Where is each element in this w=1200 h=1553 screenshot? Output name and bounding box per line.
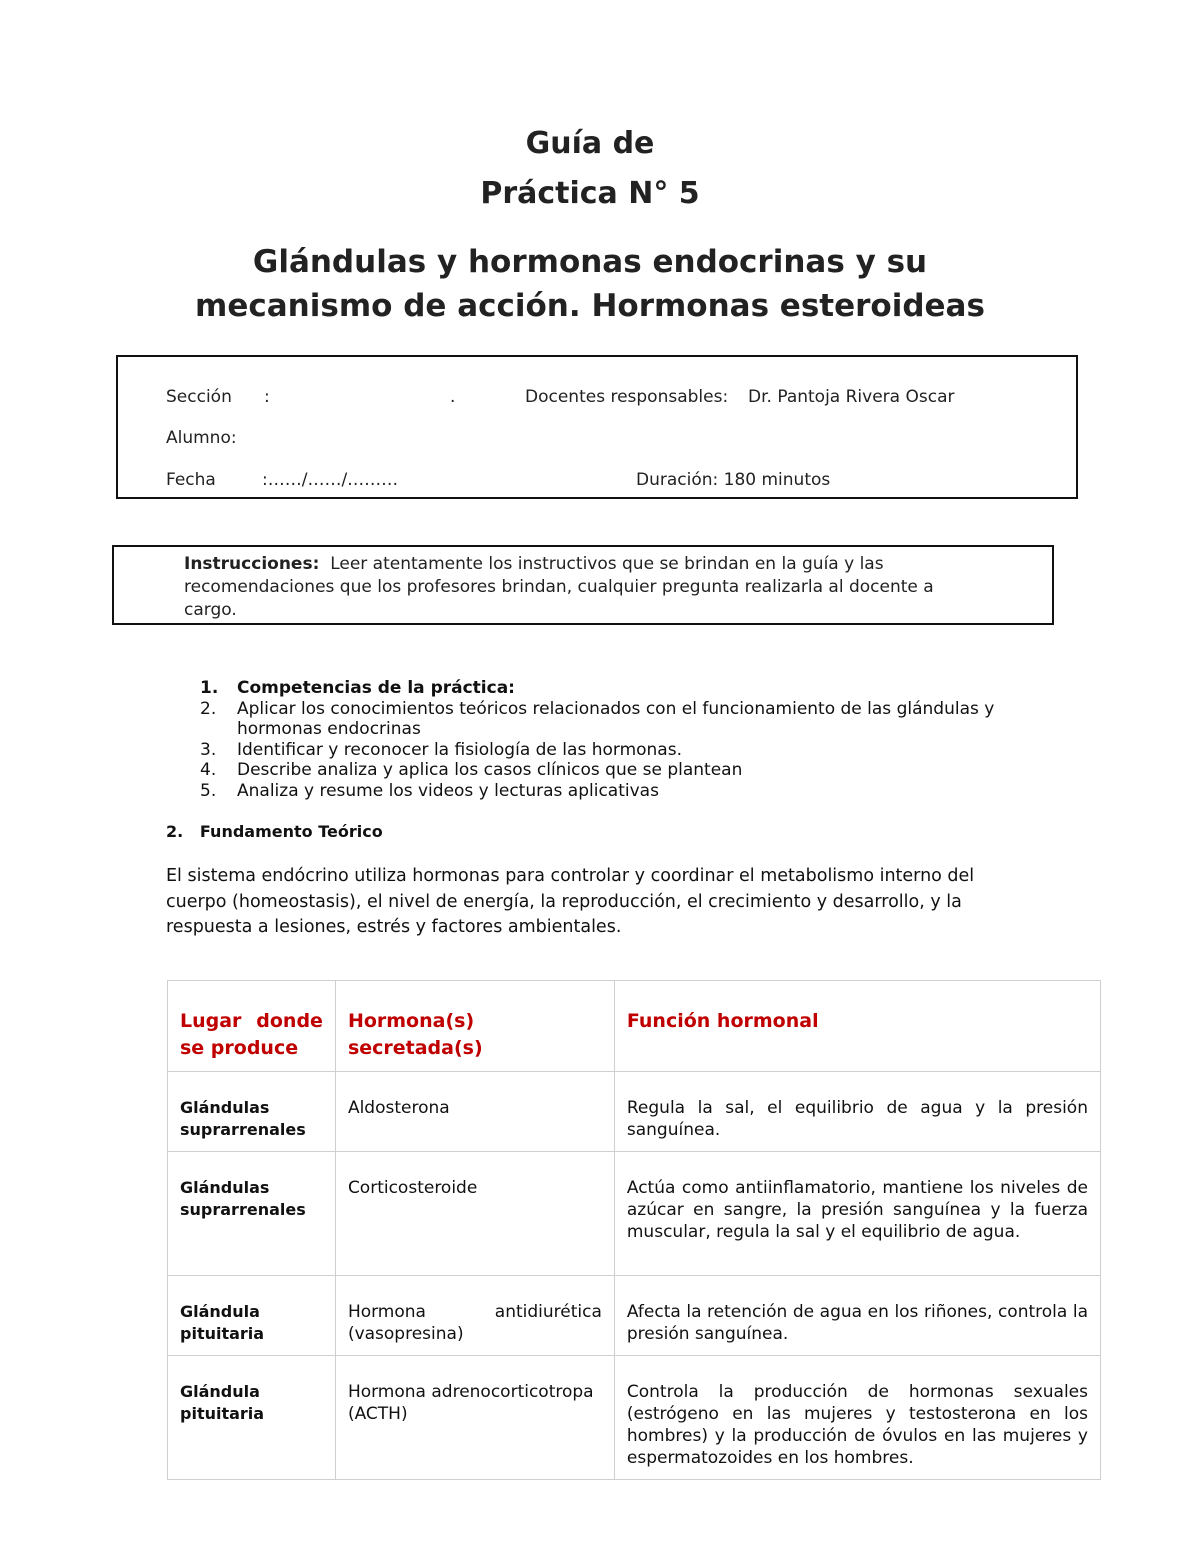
- list-text: Aplicar los conocimientos teóricos relacionados con el funcionamiento de las glándulas y hormonas endocrinas: [237, 698, 995, 739]
- instructions-text: [184, 553, 984, 622]
- alumno-label: Alumno:: [166, 428, 237, 448]
- docentes-value: Dr. Pantoja Rivera Oscar: [748, 387, 955, 407]
- cell-hormone: Hormona antidiurética (vasopresina): [335, 1276, 614, 1356]
- cell-hormone: Aldosterona: [335, 1072, 614, 1152]
- list-number: 4.: [200, 760, 217, 780]
- seccion-dot: .: [450, 387, 456, 407]
- competencias-list: [200, 678, 1020, 801]
- info-box: [116, 355, 1078, 499]
- cell-function: Controla la producción de hormonas sexuales (estrógeno en las mujeres y testosterona en los hombres) y la producción de óvulos en las mujeres y espermatozoides en los hombres.: [614, 1356, 1100, 1480]
- list-number: 5.: [200, 780, 217, 801]
- section-heading: 2. Fundamento Teórico: [166, 822, 383, 841]
- fecha-label: Fecha: [166, 470, 216, 490]
- list-number: 1.: [200, 678, 219, 698]
- list-number: 2.: [200, 698, 217, 719]
- docentes-label: Docentes responsables:: [525, 387, 729, 407]
- header-hormone: Hormona(s) secretada(s): [335, 981, 614, 1072]
- table-row: [168, 1072, 1101, 1152]
- list-item: [200, 678, 1020, 699]
- table-row: [168, 1276, 1101, 1356]
- title-line-2: Práctica N° 5: [480, 176, 700, 211]
- hormones-table: [167, 980, 1101, 1480]
- section-paragraph: El sistema endócrino utiliza hormonas para controlar y coordinar el metabolismo interno del cuerpo (homeostasis), el nivel de energía, la reproducción, el crecimiento y desarrollo, y la respuesta a lesiones, estrés y factores ambientales.: [166, 866, 975, 937]
- list-item: [200, 760, 1020, 781]
- table-row: [168, 1356, 1101, 1480]
- fecha-value: :……/……/………: [262, 470, 399, 490]
- cell-place: Glándula pituitaria: [168, 1276, 336, 1356]
- list-text: Describe analiza y aplica los casos clínicos que se plantean: [237, 760, 743, 780]
- cell-place: Glándulas suprarrenales: [168, 1152, 336, 1276]
- list-number: 3.: [200, 739, 217, 760]
- cell-hormone: Corticosteroide: [335, 1152, 614, 1276]
- instructions-label: Instrucciones:: [184, 554, 320, 574]
- seccion-label: Sección: [166, 387, 232, 407]
- seccion-colon: :: [264, 387, 270, 407]
- cell-place: Glándulas suprarrenales: [168, 1072, 336, 1152]
- cell-function: Actúa como antiinflamatorio, mantiene los niveles de azúcar en sangre, la presión sanguínea y la fuerza muscular, regula la sal y el equilibrio de agua.: [614, 1152, 1100, 1276]
- instructions-body: Leer atentamente los instructivos que se brindan en la guía y las recomendaciones que los profesores brindan, cualquier pregunta realizarla al docente a cargo.: [184, 554, 934, 620]
- list-item: [200, 781, 1020, 802]
- list-item: [200, 699, 1020, 740]
- cell-function: Regula la sal, el equilibrio de agua y la presión sanguínea.: [614, 1072, 1100, 1152]
- cell-function: Afecta la retención de agua en los riñones, controla la presión sanguínea.: [614, 1276, 1100, 1356]
- list-item: [200, 740, 1020, 761]
- subtitle-line-2: mecanismo de acción. Hormonas esteroideas: [195, 288, 985, 324]
- duracion: Duración: 180 minutos: [636, 470, 831, 490]
- list-text: Analiza y resume los videos y lecturas aplicativas: [237, 780, 659, 801]
- title-line-1: Guía de: [525, 126, 655, 161]
- table-row: [168, 1152, 1101, 1276]
- list-text: Identificar y reconocer la fisiología de las hormonas.: [237, 739, 682, 760]
- table-header-row: [168, 981, 1101, 1072]
- list-text: Competencias de la práctica:: [237, 678, 515, 698]
- cell-hormone: Hormona adrenocorticotropa (ACTH): [335, 1356, 614, 1480]
- header-function: Función hormonal: [614, 981, 1100, 1072]
- instructions-box: [112, 545, 1054, 625]
- cell-place: Glándula pituitaria: [168, 1356, 336, 1480]
- header-place: Lugar donde se produce: [168, 981, 336, 1072]
- subtitle-line-1: Glándulas y hormonas endocrinas y su: [252, 244, 928, 280]
